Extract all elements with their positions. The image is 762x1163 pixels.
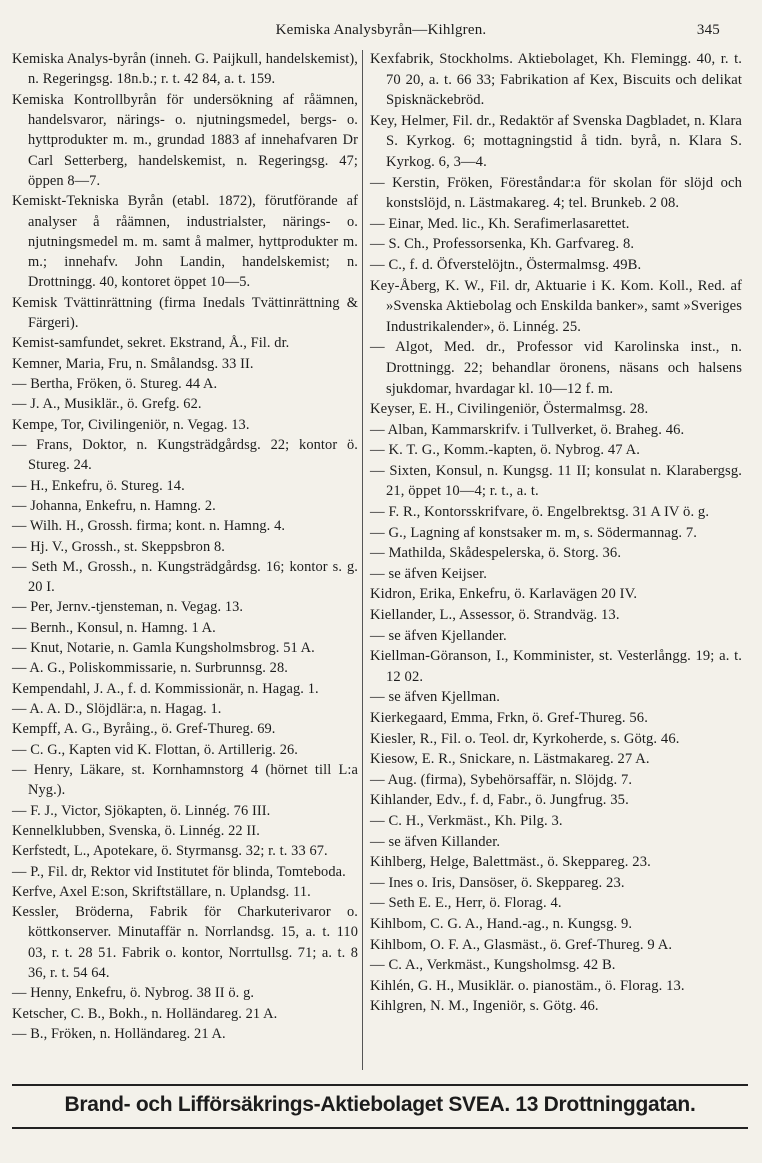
directory-entry: Kemisk Tvättinrättning (firma Inedals Tvättinrättning & Färgeri). [12,294,358,332]
directory-entry: — P., Fil. dr, Rektor vid Institutet för blinda, Tomteboda. [12,863,346,880]
directory-entry: Ketscher, C. B., Bokh., n. Holländareg. 21 A. [12,1005,278,1022]
directory-entry: — Bertha, Fröken, ö. Stureg. 44 A. [12,376,218,392]
directory-entry: — A. G., Poliskommissarie, n. Surbrunnsg. 28. [12,660,288,677]
directory-entry: Kemist-samfundet, sekret. Ekstrand, Å., Fil. dr. [12,335,290,352]
directory-entry: — Sixten, Konsul, n. Kungsg. 11 II; konsulat n. Klarabergsg. 21, öppet 10—4; r. t., a. t. [370,462,742,500]
directory-entry: Kerfve, Axel E:son, Skriftställare, n. Uplandsg. 11. [12,883,311,900]
directory-entry: Kemner, Maria, Fru, n. Smålandsg. 33 II. [12,355,254,372]
running-title: Kemiska Analysbyrån—Kihlgren. [275,22,487,38]
directory-entry: — Ines o. Iris, Dansöser, ö. Skeppareg. 23. [370,874,625,891]
directory-entry: Kexfabrik, Stockholms. Aktiebolaget, Kh. Flemingg. 40, r. t. 70 20, a. t. 66 33; Fabrikation af Kex, Biscuits och delikat Spisknäckebröd. [370,51,742,109]
directory-entry: Keyser, E. H., Civilingeniör, Östermalmsg. 28. [370,401,649,418]
directory-entry: Kidron, Erika, Enkefru, ö. Karlavägen 20 IV. [370,586,638,603]
directory-entry: Key, Helmer, Fil. dr., Redaktör af Svenska Dagbladet, n. Klara S. Kyrkog. 6; mottagningstid å tidn. byrå, n. Klara S. Kyrkog. 6, 3—4. [370,112,742,170]
directory-entry: — Knut, Notarie, n. Gamla Kungsholmsbrog. 51 A. [12,640,315,657]
directory-entry: Kerfstedt, L., Apotekare, ö. Styrmansg. 32; r. t. 33 67. [12,843,328,860]
directory-entry: — F. J., Victor, Sjökapten, ö. Linnég. 76 III. [12,802,271,819]
directory-entry: Kiellman-Göranson, I., Komminister, st. Vesterlångg. 19; a. t. 12 02. [370,648,742,685]
directory-entry: Kierkegaard, Emma, Frkn, ö. Gref-Thureg. 56. [370,710,648,726]
directory-entry: Kennelklubben, Svenska, ö. Linnég. 22 II. [12,822,260,839]
directory-entry: — Seth E. E., Herr, ö. Florag. 4. [370,895,562,912]
directory-entry: Kihlgren, N. M., Ingeniör, s. Götg. 46. [370,998,599,1015]
directory-entry: — Algot, Med. dr., Professor vid Karolinska inst., n. Drottningg. 22; behandlar öronens, näsans och halsens sjukdomar, hvardagar kl. 10—12 f. m. [370,339,742,397]
directory-entry: — Johanna, Enkefru, n. Hamng. 2. [12,497,216,514]
directory-entry: Kempendahl, J. A., f. d. Kommissionär, n. Hagag. 1. [12,680,319,697]
footer-rule-bottom [12,1127,748,1129]
page-header [0,22,762,42]
directory-entry: — A. A. D., Slöjdlär:a, n. Hagag. 1. [12,701,222,717]
directory-entry: — J. A., Musiklär., ö. Grefg. 62. [12,396,202,413]
column-divider [362,50,363,1070]
directory-entry: — se äfven Kjellander. [370,627,507,644]
directory-entry: Kemiskt-Tekniska Byrån (etabl. 1872), förutförande af analyser å råämnen, industrialster, närings- o. njutningsmedel m. m. samt å malmer, hyttprodukter m. m.; innehafv. John Landin, handelskemist; n. Drottningg. 40, kontoret öppet 10—5. [12,193,358,291]
directory-entry: — Wilh. H., Grossh. firma; kont. n. Hamng. 4. [12,518,286,535]
directory-entry: — Aug. (firma), Sybehörsaffär, n. Slöjdg. 7. [370,771,633,788]
footer-advertisement: Brand- och Lifförsäkrings-Aktiebolaget SVEA. 13 Drottninggatan. [64,1093,696,1116]
directory-entry: — S. Ch., Professorsenka, Kh. Garfvareg. 8. [370,236,635,253]
directory-entry: — Alban, Kammarskrifv. i Tullverket, ö. Braheg. 46. [370,421,685,438]
directory-entry: — Hj. V., Grossh., st. Skeppsbron 8. [12,538,225,555]
directory-entry: — se äfven Killander. [370,833,501,850]
directory-entry: — K. T. G., Komm.-kapten, ö. Nybrog. 47 A. [370,442,640,459]
directory-entry: — H., Enkefru, ö. Stureg. 14. [12,477,185,494]
directory-entry: Kempff, A. G., Byråing., ö. Gref-Thureg. 69. [12,721,276,738]
directory-entry: — Mathilda, Skådespelerska, ö. Storg. 36. [370,545,622,562]
directory-entry: Kiellander, L., Assessor, ö. Strandväg. 13. [370,607,620,624]
directory-entry: — B., Fröken, n. Holländareg. 21 A. [12,1026,226,1042]
directory-entry: — se äfven Kjellman. [370,689,501,706]
directory-entry: — se äfven Keijser. [370,565,487,582]
directory-entry: — Frans, Doktor, n. Kungsträdgårdsg. 22; kontor ö. Stureg. 24. [12,436,358,474]
directory-entry: — C. A., Verkmäst., Kungsholmsg. 42 B. [370,957,616,974]
directory-entry: — G., Lagning af konstsaker m. m, s. Södermannag. 7. [370,524,698,541]
left-column [12,49,358,1044]
directory-entry: — Henny, Enkefru, ö. Nybrog. 38 II ö. g. [12,985,255,1002]
page-number: 345 [696,22,720,38]
directory-entry: — Seth M., Grossh., n. Kungsträdgårdsg. 16; kontor s. g. 20 I. [12,558,358,596]
directory-entry: — Henry, Läkare, st. Kornhamnstorg 4 (hörnet till L:a Nyg.). [12,761,358,799]
directory-entry: Kihlbom, C. G. A., Hand.-ag., n. Kungsg. 9. [370,915,633,932]
directory-entry: Kemiska Kontrollbyrån för undersökning af råämnen, handelsvaror, närings- o. njutningsmedel, bergs- o. hyttprodukter m. m., grundad 1883 af innehafvaren Dr Carl Setterberg, handelskemist, n. Regeringsg. 47; öppen 8—7. [12,91,358,189]
directory-entry: — F. R., Kontorsskrifvare, ö. Engelbrektsg. 31 A IV ö. g. [370,504,710,521]
right-column [370,49,742,1017]
directory-entry: Key-Åberg, K. W., Fil. dr, Aktuarie i K. Kom. Koll., Red. af »Svenska Aktiebolag och Enskilda banker», samt »Sveriges Industrikalender», ö. Linnég. 25. [370,277,742,335]
directory-entry: Kihlander, Edv., f. d, Fabr., ö. Jungfrug. 35. [370,792,629,809]
directory-entry: — Bernh., Konsul, n. Hamng. 1 A. [12,619,216,636]
directory-entry: Kihlberg, Helge, Balettmäst., ö. Skeppareg. 23. [370,854,651,871]
directory-entry: Kempe, Tor, Civilingeniör, n. Vegag. 13. [12,416,250,433]
directory-entry: Kiesow, E. R., Snickare, n. Lästmakareg. 27 A. [370,751,650,768]
directory-entry: Kessler, Bröderna, Fabrik för Charkuterivaror o. köttkonserver. Minutaffär n. Norrlandsg. 15, a. t. 110 03, r. t. 28 51. Fabrik o. kontor, Norrtullsg. 71; a. t. 8 36, r. t. 54 64. [12,904,358,982]
directory-entry: — C., f. d. Öfverstelöjtn., Östermalmsg. 49B. [370,256,642,273]
footer-rule-top [12,1084,748,1086]
directory-entry: — Kerstin, Fröken, Föreståndar:a för skolan för slöjd och konstslöjd, n. Lästmakareg. 4; tel. Brunkeb. 2 08. [370,174,742,212]
directory-entry: Kihlbom, O. F. A., Glasmäst., ö. Gref-Thureg. 9 A. [370,936,673,953]
directory-entry: Kiesler, R., Fil. o. Teol. dr, Kyrkoherde, s. Götg. 46. [370,730,680,747]
directory-entry: — C. G., Kapten vid K. Flottan, ö. Artillerig. 26. [12,741,298,758]
directory-entry: Kihlén, G. H., Musiklär. o. pianostäm., ö. Florag. 13. [370,977,685,994]
directory-entry: — C. H., Verkmäst., Kh. Pilg. 3. [370,812,563,829]
directory-entry: — Per, Jernv.-tjensteman, n. Vegag. 13. [12,599,244,616]
directory-entry: — Einar, Med. lic., Kh. Serafimerlasarettet. [370,215,630,232]
directory-entry: Kemiska Analys-byrån (inneh. G. Paijkull, handelskemist), n. Regeringsg. 18n.b.; r. t. 42 84, a. t. 159. [12,51,358,88]
